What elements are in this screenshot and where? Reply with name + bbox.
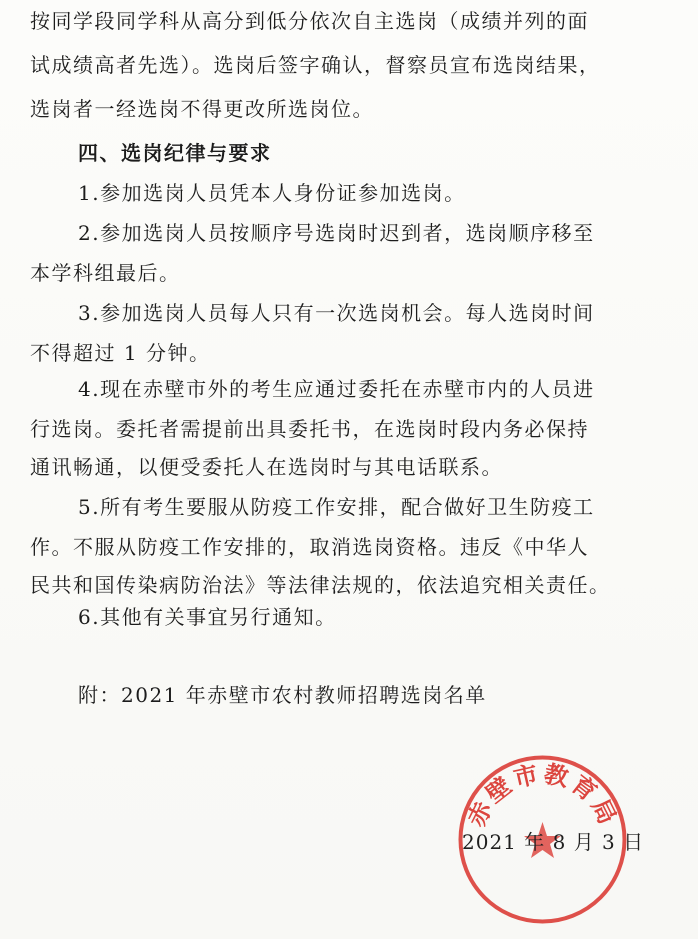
- signature-date: 2021 年 8 月 3 日: [462, 830, 645, 854]
- paragraph-line: 选岗者一经选岗不得更改所选岗位。: [30, 97, 374, 121]
- list-item-line: 3.参加选岗人员每人只有一次选岗机会。每人选岗时间: [78, 301, 595, 325]
- list-item-line: 本学科组最后。: [30, 261, 181, 285]
- list-item-line: 作。不服从防疫工作安排的，取消选岗资格。违反《中华人: [30, 535, 589, 559]
- paragraph-line: 试成绩高者先选）。选岗后签字确认，督察员宣布选岗结果，: [30, 53, 601, 77]
- list-item-line: 5.所有考生要服从防疫工作安排，配合做好卫生防疫工: [78, 495, 595, 519]
- list-item-line: 不得超过 1 分钟。: [30, 341, 211, 365]
- list-item-line: 行选岗。委托者需提前出具委托书，在选岗时段内务必保持: [30, 417, 589, 441]
- list-item-line: 1.参加选岗人员凭本人身份证参加选岗。: [78, 181, 466, 205]
- section-heading: 四、选岗纪律与要求: [78, 141, 272, 165]
- attachment-note: 附：2021 年赤壁市农村教师招聘选岗名单: [78, 683, 487, 707]
- list-item-line: 4.现在赤壁市外的考生应通过委托在赤壁市内的人员进: [78, 377, 595, 401]
- list-item-line: 6.其他有关事宜另行通知。: [78, 605, 337, 629]
- list-item-line: 2.参加选岗人员按顺序号选岗时迟到者，选岗顺序移至: [78, 221, 595, 245]
- list-item-line: 通讯畅通，以便受委托人在选岗时与其电话联系。: [30, 455, 503, 479]
- paragraph-line: 按同学段同学科从高分到低分依次自主选岗（成绩并列的面: [30, 9, 589, 33]
- seal-text: 赤壁市教育局: [462, 759, 623, 832]
- list-item-line: 民共和国传染病防治法》等法律法规的，依法追究相关责任。: [30, 573, 611, 597]
